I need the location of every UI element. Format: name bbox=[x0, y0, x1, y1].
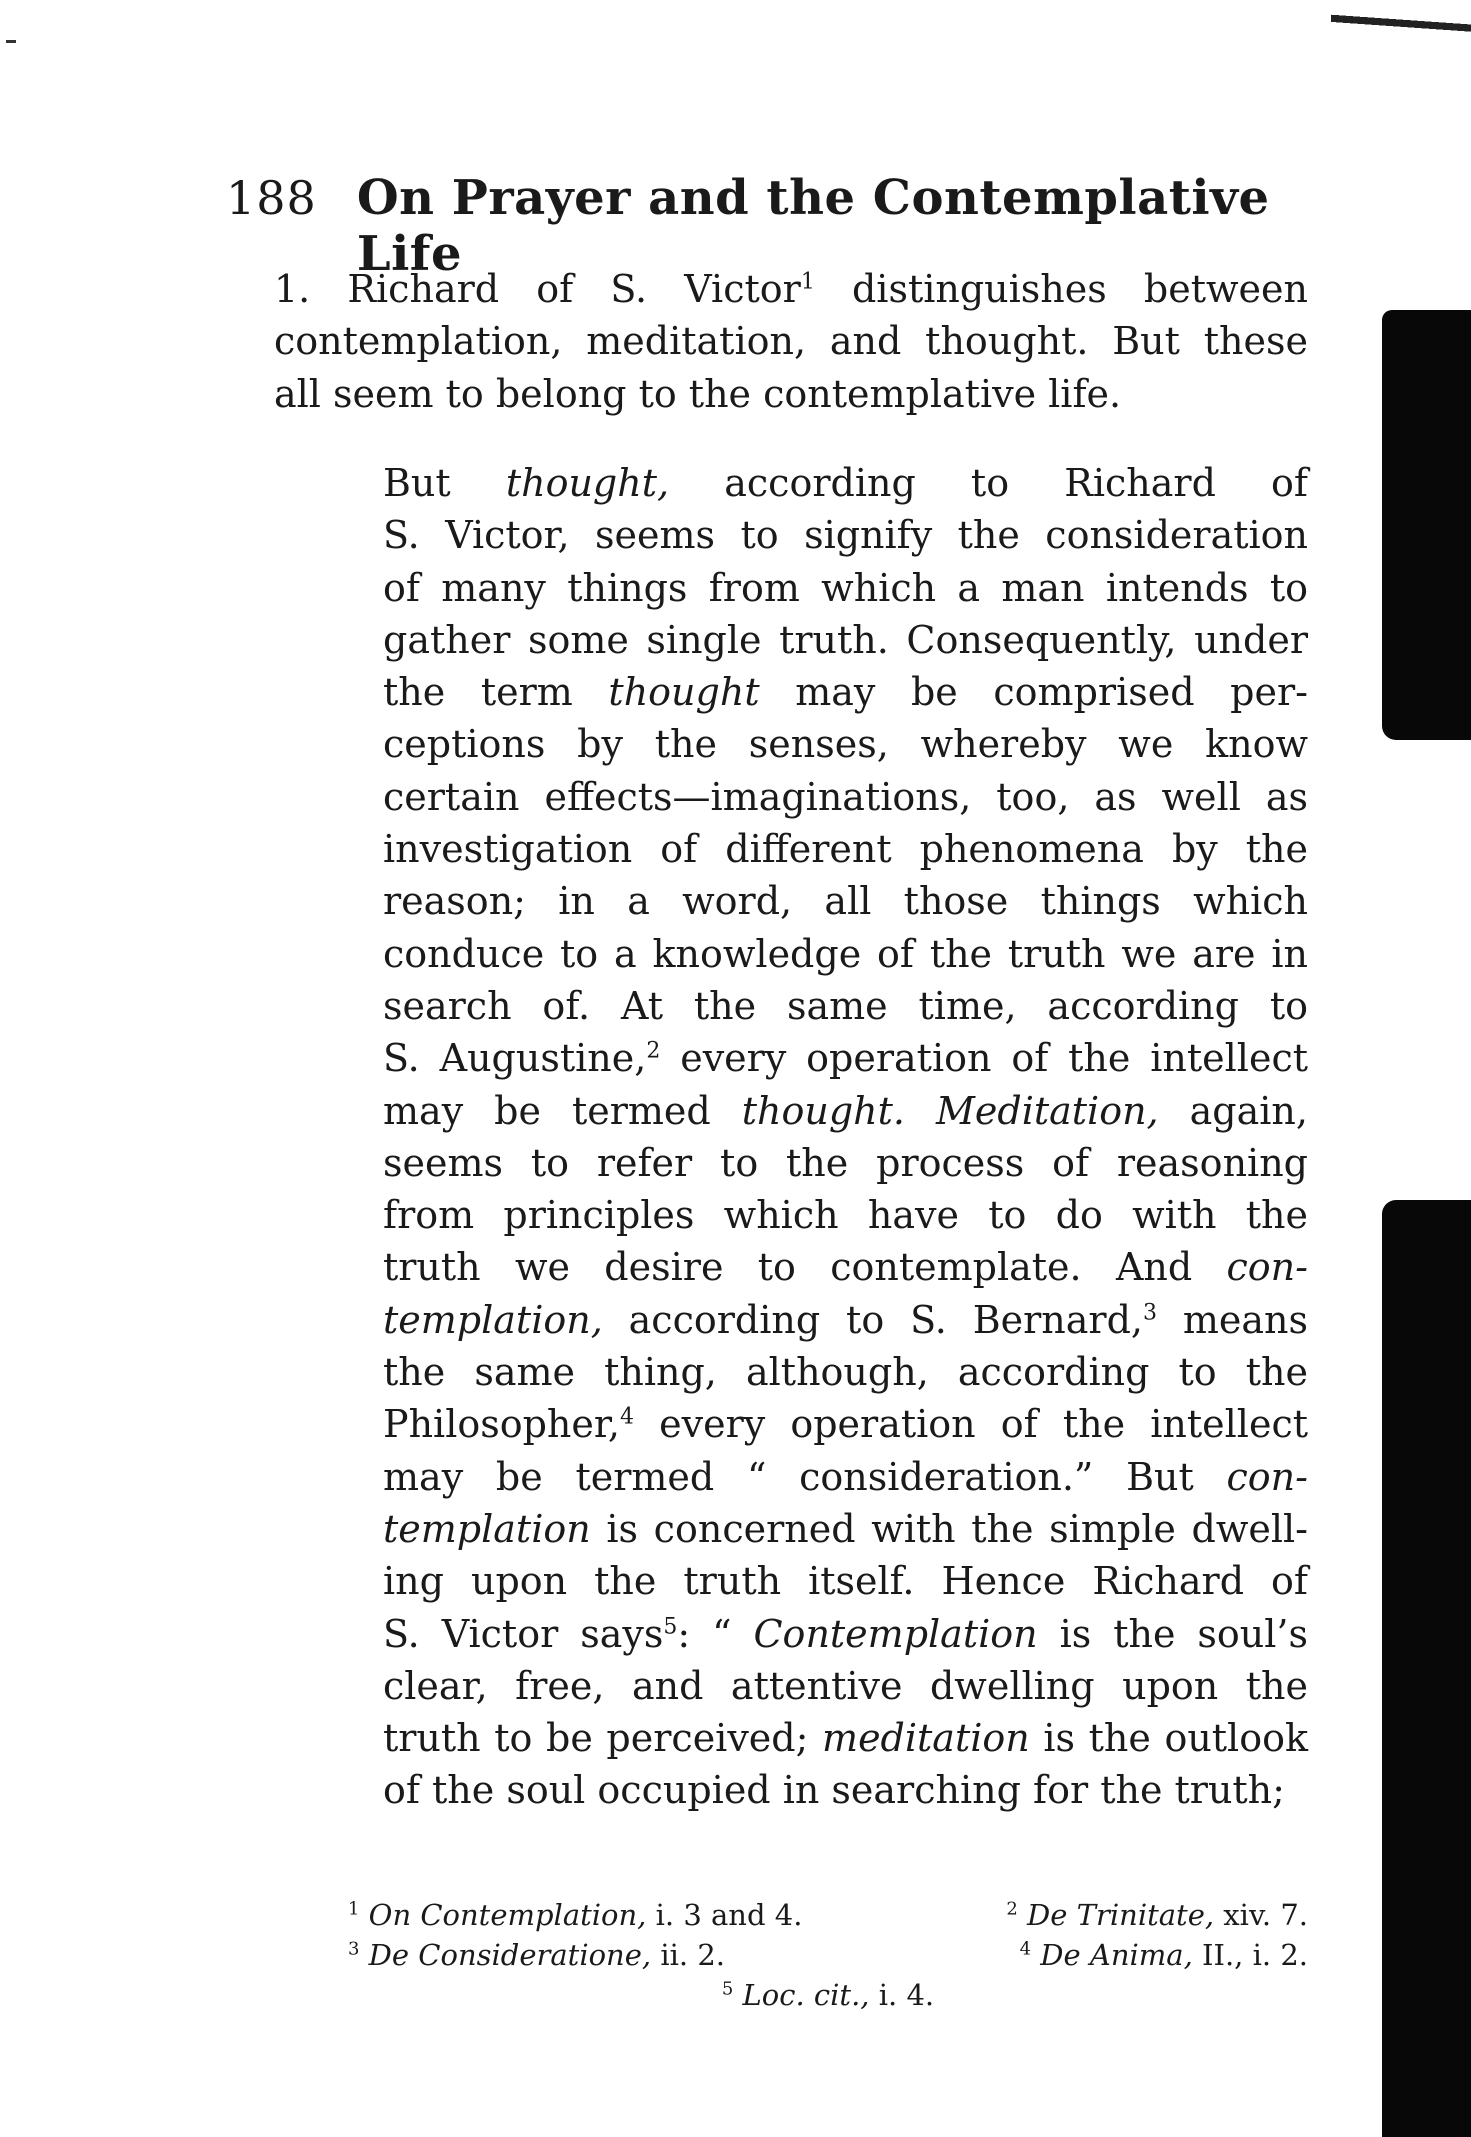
text-line: S. Victor says$^5$: “ Contemplation is the soul’s bbox=[383, 1611, 1308, 1656]
page-header bbox=[226, 170, 1306, 282]
footnote-5: $^5$ Loc. cit., i. 4. bbox=[721, 1978, 935, 2012]
scan-artifact-bar-top bbox=[1382, 310, 1471, 740]
running-title: On Prayer and the Contemplative Life bbox=[356, 170, 1270, 282]
text-line: templation is concerned with the simple dwell- bbox=[383, 1506, 1308, 1551]
scan-artifact-corner bbox=[1331, 5, 1471, 39]
text-line: Philosopher,$^4$ every operation of the intellect bbox=[383, 1402, 1308, 1447]
footnote-2: $^2$ De Trinitate, xiv. 7. bbox=[1006, 1898, 1308, 1932]
text-line: may be termed thought. Meditation, again, bbox=[383, 1088, 1308, 1133]
footnote-4: $^4$ De Anima, II., i. 2. bbox=[1019, 1938, 1308, 1972]
text-line: clear, free, and attentive dwelling upon the bbox=[383, 1663, 1308, 1708]
footnote-ref: 1 bbox=[800, 269, 815, 295]
footnote-ref: 5 bbox=[663, 1613, 678, 1639]
text-line: 1. Richard of S. Victor$^1$ distinguishes between bbox=[274, 267, 1308, 311]
paragraph-2 bbox=[333, 457, 1308, 1817]
footnote-row bbox=[348, 1895, 1308, 1935]
text-line: reason; in a word, all those things which bbox=[383, 879, 1308, 924]
footnote-ref: 4 bbox=[619, 1404, 634, 1430]
text-line: S. Victor, seems to signify the consideration bbox=[383, 513, 1308, 558]
text-line: investigation of different phenomena by the bbox=[383, 827, 1308, 872]
footnotes bbox=[348, 1895, 1308, 2015]
paragraph-1 bbox=[238, 263, 1308, 420]
footnote-row bbox=[348, 1975, 1308, 2015]
text-line: from principles which have to do with the bbox=[383, 1193, 1308, 1238]
page-number: 188 bbox=[226, 171, 317, 225]
footnote-row bbox=[348, 1935, 1308, 1975]
text-line: certain effects—imaginations, too, as well as bbox=[383, 774, 1308, 819]
text-line: But thought, according to Richard of bbox=[383, 461, 1308, 505]
footnote-ref: 2 bbox=[646, 1038, 661, 1064]
text-line: S. Augustine,$^2$ every operation of the intellect bbox=[383, 1036, 1308, 1081]
text-line: ing upon the truth itself. Hence Richard of bbox=[383, 1559, 1308, 1604]
text-line: of many things from which a man intends to bbox=[383, 565, 1308, 610]
text-line: of the soul occupied in searching for the truth; bbox=[383, 1768, 1285, 1813]
text-line: seems to refer to the process of reasoning bbox=[383, 1140, 1308, 1185]
text-line: conduce to a knowledge of the truth we are in bbox=[383, 931, 1308, 976]
text-line: contemplation, meditation, and thought. But these bbox=[274, 319, 1308, 364]
footnote-1: $^1$ On Contemplation, i. 3 and 4. bbox=[348, 1898, 803, 1932]
scan-artifact-mark bbox=[6, 40, 16, 43]
text-line: all seem to belong to the contemplative life. bbox=[274, 371, 1122, 416]
text-line: gather some single truth. Consequently, under bbox=[383, 617, 1308, 662]
footnote-3: $^3$ De Consideratione, ii. 2. bbox=[348, 1938, 725, 1972]
text-line: the term thought may be comprised per- bbox=[383, 670, 1308, 715]
footnote-ref: 3 bbox=[1142, 1300, 1157, 1326]
text-line: ceptions by the senses, whereby we know bbox=[383, 722, 1308, 767]
scan-artifact-bar-bottom bbox=[1382, 1200, 1471, 2137]
text-line: templation, according to S. Bernard,$^3$ means bbox=[383, 1297, 1309, 1342]
text-line: search of. At the same time, according to bbox=[383, 983, 1308, 1028]
text-line: truth we desire to contemplate. And con- bbox=[383, 1245, 1308, 1290]
text-line: truth to be perceived; meditation is the outlook bbox=[383, 1716, 1308, 1761]
text-line: may be termed “ consideration.” But con- bbox=[383, 1454, 1308, 1499]
text-line: the same thing, although, according to the bbox=[383, 1350, 1308, 1395]
